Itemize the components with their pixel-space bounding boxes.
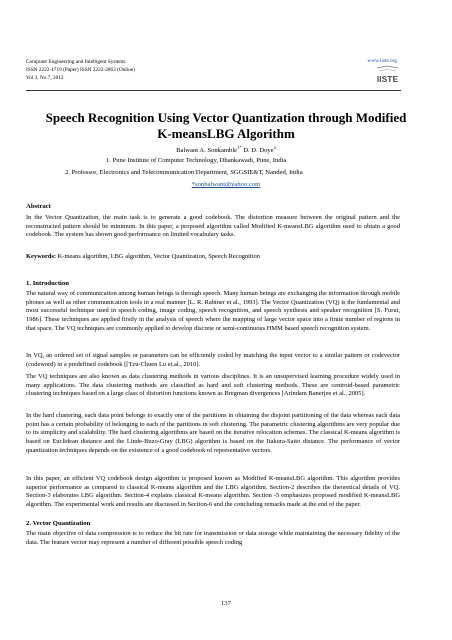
svg-text:IISTE: IISTE — [376, 74, 399, 84]
author-1-sup: 1* — [237, 145, 242, 150]
affiliation-1: 1. Pune Institute of Computer Technology, Dhankawadi, Pune, India — [106, 157, 287, 164]
vq-para-1: The main objective of data compression is to reduce the bit rate for transmission or data storage while maintaining the necessary fidelity of the data. The feature vector may represent a number of different possible speech coding — [26, 530, 400, 546]
keywords-text: K-means algorithm, LBG algorithm, Vector Quantization, Speech Recognition — [56, 253, 260, 260]
author-email[interactable]: *sonbalwant@yahoo.com — [191, 181, 261, 188]
affiliation-2: 2. Professor, Electronics and Telecommunication Department, SGGSIE&T, Nanded, India — [65, 169, 303, 176]
intro-para-2: In VQ, an ordered set of signal samples or parameters can be efficiently coded by matching the input vector to a similar pattern or codevector (codeword) in a predefined codebook [[Tzu-Chuen Lu et.al., 2010]. — [26, 352, 400, 368]
intro-para-4: In the hard clustering, each data point belongs to exactly one of the partitions in obtaining the disjoint partitioning of the data whereas each data point has a certain probability of belonging to each of the partitions in soft clustering. The parametric clustering algorithms are very popular due to its simplicity and scalability. The hard clustering algorithms are based on the iterative relocation schemes. The classical K-means algorithm is based on Euclidean distance and the Linde-Buzo-Gray (LBG) algorithm is based on the Itakura-Saito distance. The performance of vector quantization techniques depends on the existence of a good codebook of representative vectors. — [26, 412, 400, 454]
title-line-1: Speech Recognition Using Vector Quantization through Modified — [45, 110, 407, 125]
keywords — [26, 253, 400, 262]
intro-para-3: The VQ techniques are also known as data clustering methods in various disciplines. It is an unsupervised learning procedure widely used in many applications. The data clustering methods are classified as hard and soft clustering methods. These are centroid-based parametric clustering techniques based on a large class of distortion functions known as Bregman divergences [Arindam Banerjee et al., 2005]. — [26, 373, 400, 398]
paper-title — [40, 110, 412, 141]
keywords-label: Keywords: — [26, 253, 57, 260]
author-2: D. D. Doye — [241, 147, 274, 155]
intro-para-5: In this paper, an efficient VQ codebook design algorithm is proposed known as Modified K-meansLBG algorithm. This algorithm provides superior performance as compared to classical K-means algorithm and the LBG algorithm. Section-2 describes the theoretical details of VQ. Section-3 elaborates LBG algorithm. Section-4 explains classical K-means algorithm. Section -5 emphasizes proposed modified K-meansLBG algorithm. The experimental work and results are discussed in Section-6 and the concluding remarks made at the end of the paper. — [26, 475, 400, 508]
vq-heading: 2. Vector Quantization — [26, 520, 91, 527]
author-1: Balwant A. Sonkamble — [176, 147, 238, 155]
journal-header — [26, 58, 135, 83]
page-number: 137 — [221, 600, 231, 607]
journal-name: Computer Engineering and Intelligent Systems — [26, 59, 126, 65]
title-line-2: K-meansLBG Algorithm — [157, 125, 295, 141]
iiste-logo — [374, 64, 401, 86]
intro-para-1: The natural way of communication among human beings is through speech. Many human beings are exchanging the information through mobile phones as well as other communication tools in a real manner [L. R. Rabiner et al., 1993]. The Vector Quantization (VQ) is the fundamental and most successful technique used in speech coding, image coding, speech recognition, and speech synthesis and speaker recognition [S. Furui, 1986]. These techniques are applied firstly in the analysis of speech where the mapping of large vector space into a finite number of regions in that space. The VQ techniques are commonly applied to develop discrete or semi-continuous HMM based speech recognition system. — [26, 290, 400, 332]
intro-heading: 1. Introduction — [26, 280, 69, 287]
author-2-sup: 2 — [273, 145, 276, 150]
journal-volume: Vol 3, No.7, 2012 — [26, 75, 64, 82]
journal-url[interactable]: www.iiste.org — [367, 58, 397, 64]
header-rule — [26, 90, 401, 91]
author-line — [0, 145, 452, 154]
abstract-heading: Abstract — [26, 203, 51, 210]
journal-issn: ISSN 2222-1719 (Paper) ISSN 2222-2863 (Online) — [26, 67, 136, 74]
abstract-text: In the Vector Quantization, the main task is to generate a good codebook. The distortion measure between the original pattern and the reconstructed pattern should be minimum. In this paper, a proposed algorithm called Modified K-meansLBG algorithm used to obtain a good codebook. The system has shown good performance on limited vocabulary tasks. — [26, 214, 400, 239]
